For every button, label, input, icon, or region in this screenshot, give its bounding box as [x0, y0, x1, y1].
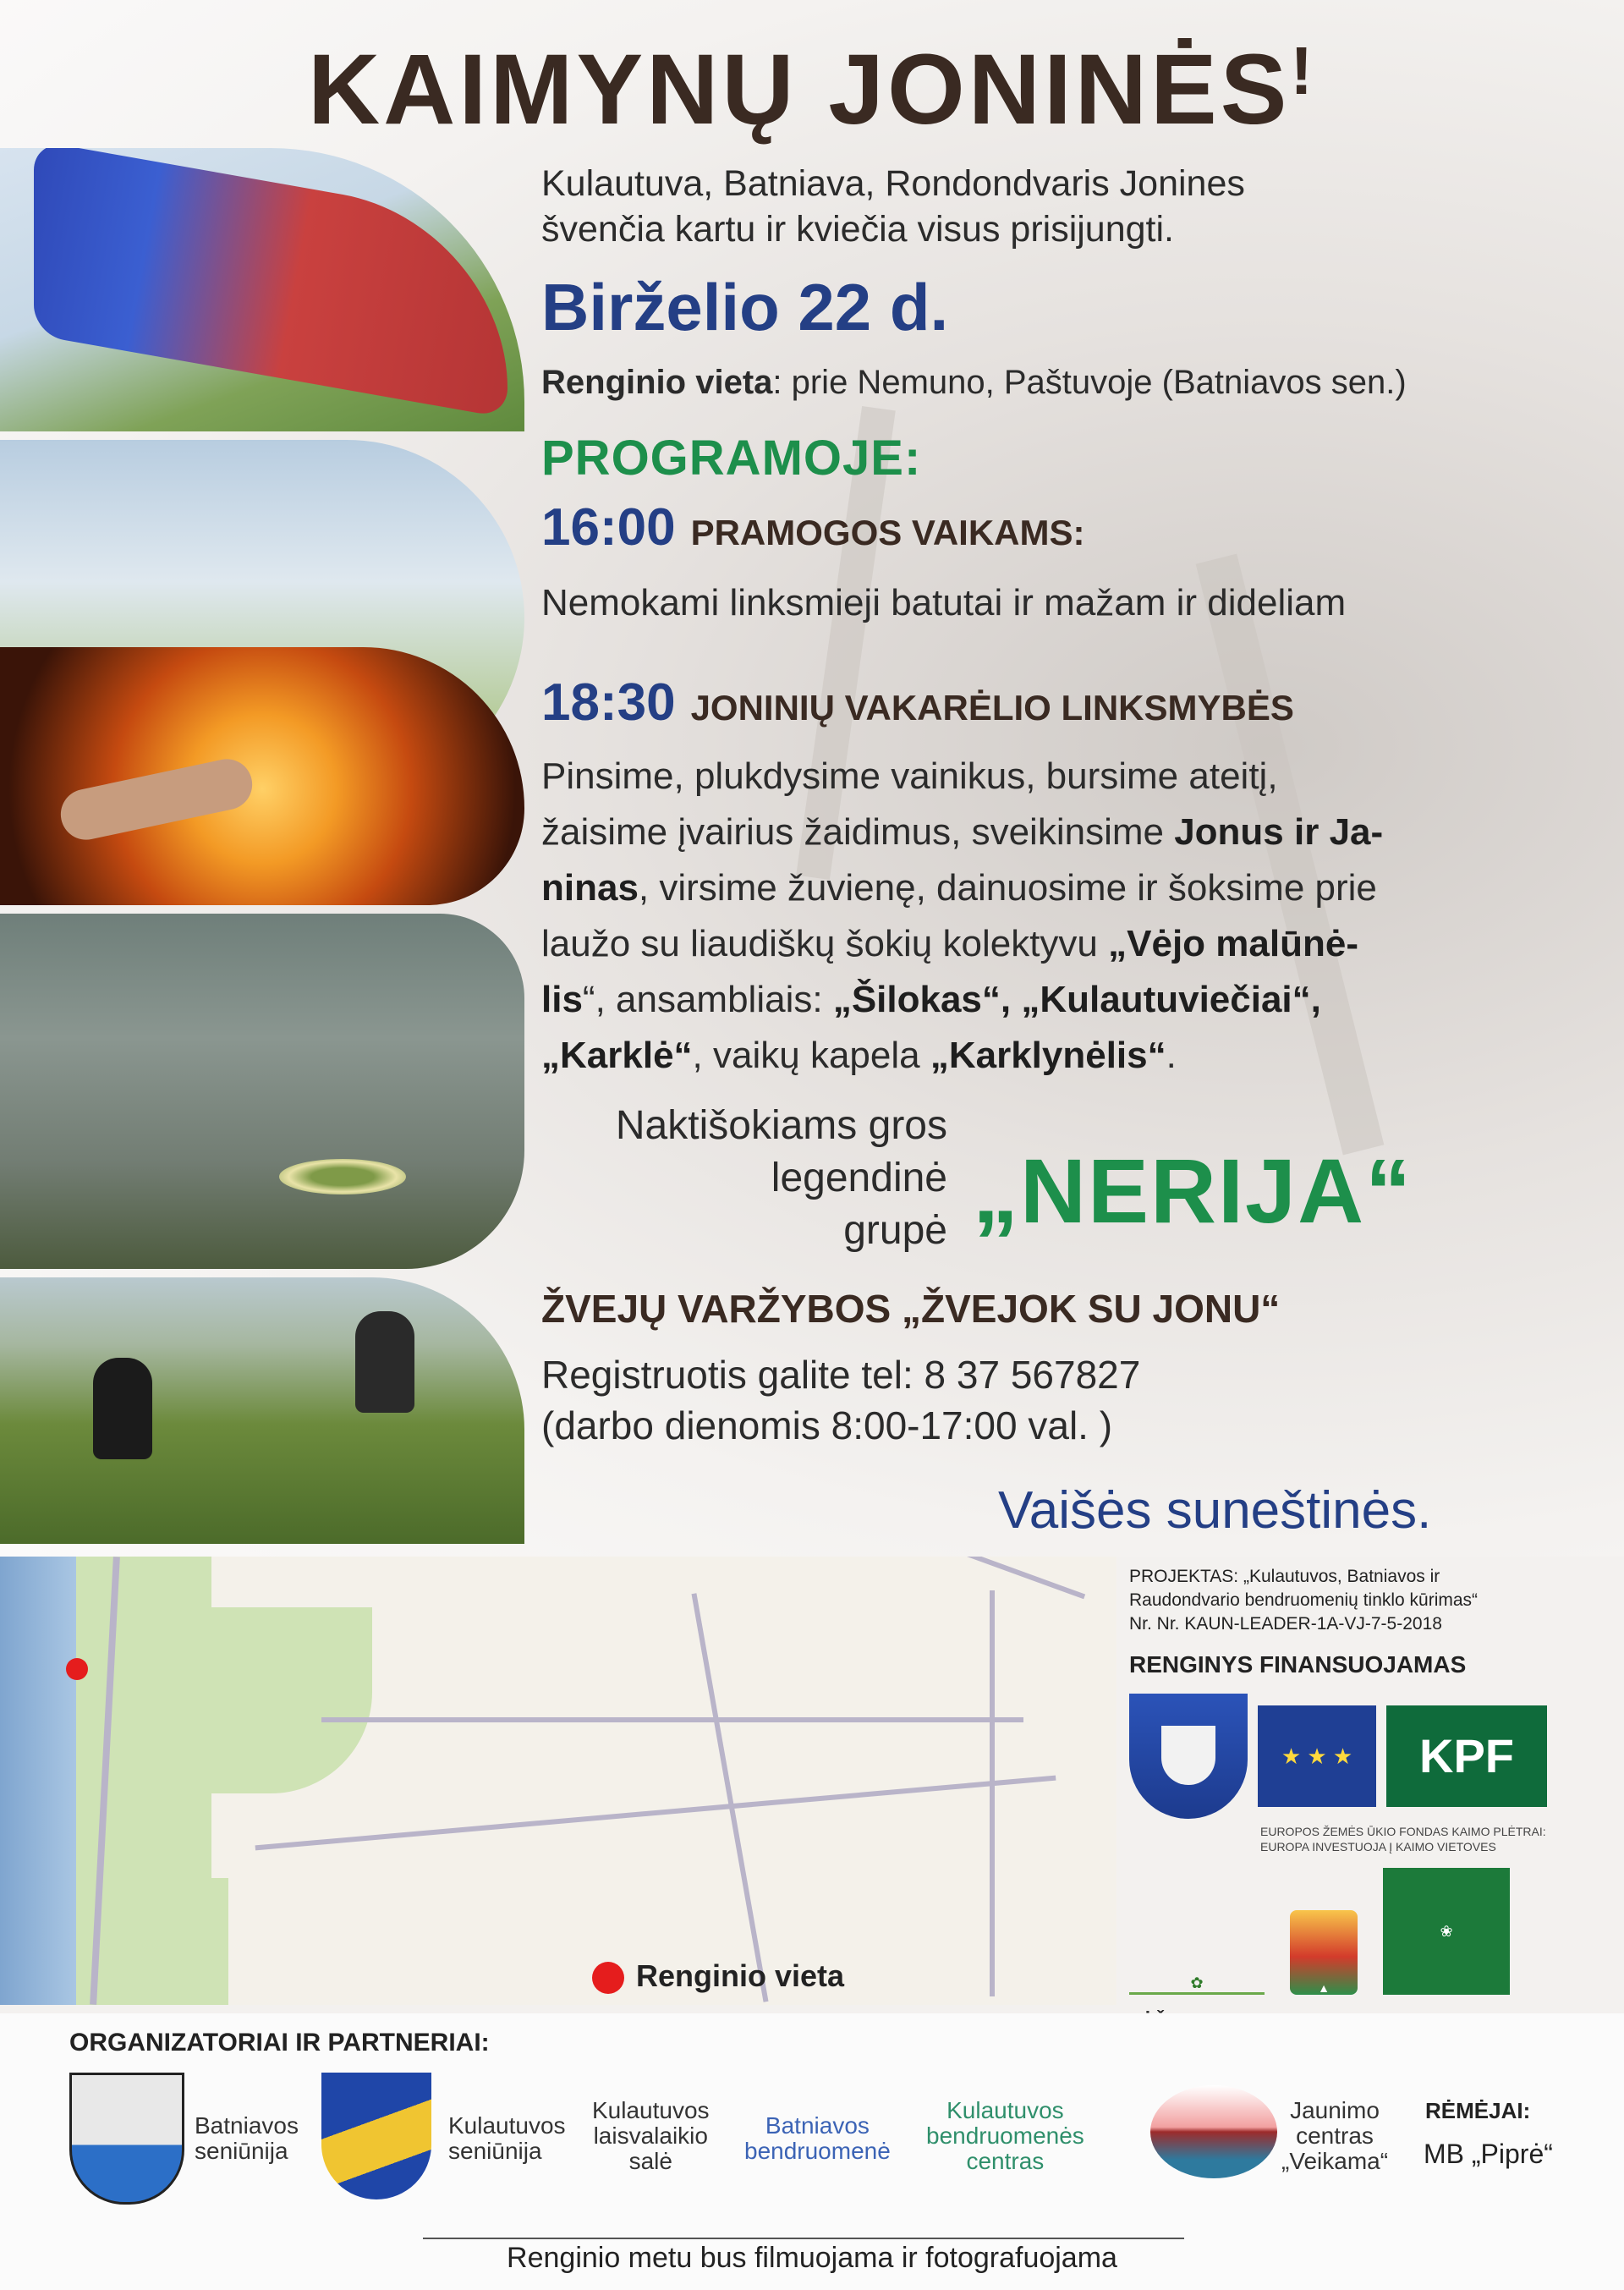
snacks-note: Vaišės suneštinės. — [998, 1481, 1432, 1540]
fishing-contest: ŽVEJŲ VARŽYBOS „ŽVEJOK SU JONU“ — [541, 1287, 1281, 1331]
footer-note: Renginio metu bus filmuojama ir fotografuojama — [507, 2242, 1117, 2274]
program-heading: PROGRAMOJE: — [541, 431, 922, 486]
map-legend: Renginio vieta — [592, 1958, 844, 1994]
band-name: „NERIJA“ — [973, 1140, 1413, 1242]
venue-map — [0, 1557, 1116, 2005]
veikama-logo-icon — [1150, 2085, 1277, 2178]
eu-flag-icon: ★ ★ ★ — [1258, 1705, 1376, 1807]
photo-wreath-floating — [0, 914, 524, 1269]
org-youth-center-veikama: Jaunimo centras „Veikama“ — [1281, 2097, 1389, 2174]
venue-pin — [66, 1658, 88, 1680]
organizers-heading: ORGANIZATORIAI IR PARTNERIAI: — [69, 2029, 490, 2057]
org-batniava-community: Batniavos bendruomenė — [744, 2112, 891, 2164]
night-dance-text: Naktišokiams gros legendinė grupė — [615, 1103, 947, 1253]
org-batniava-eldership: Batniavos seniūnija — [195, 2112, 299, 2164]
event-venue: Renginio vieta: prie Nemuno, Paštuvoje (Batniavos sen.) — [541, 364, 1407, 401]
photo-collage — [0, 148, 541, 1544]
batniava-crest-icon — [69, 2073, 184, 2205]
kaunas-lag-logo: ✿ — [1129, 1899, 1265, 1995]
financed-heading: RENGINYS FINANSUOJAMAS — [1129, 1651, 1467, 1678]
poster-title: KAIMYNŲ JONINĖS! — [307, 33, 1317, 146]
project-info: PROJEKTAS: „Kulautuvos, Batniavos ir Raudondvario bendruomenių tinklo kūrimas“ Nr. Nr. KAUN-LEADER-1A-VJ-7-5-2018 — [1129, 1567, 1479, 1634]
org-kulautuva-community-center: Kulautuvos bendruomenės centras — [926, 2097, 1084, 2174]
venue-dot-icon — [592, 1962, 624, 1994]
kulautuva-crest-icon — [321, 2073, 431, 2199]
kpf-logo: KPF — [1386, 1705, 1547, 1807]
sponsors-heading: RĖMĖJAI: — [1425, 2098, 1531, 2123]
footer-divider — [423, 2238, 1184, 2239]
section-kids-description: Nemokami linksmieji batutai ir mažam ir dideliam — [541, 582, 1347, 623]
org-kulautuva-leisure-hall: Kulautuvos laisvalaikio salė — [592, 2097, 710, 2174]
leader-logo: ❀ — [1383, 1868, 1510, 1995]
section-kids: 16:00 PRAMOGOS VAIKAMS: — [541, 498, 1085, 557]
section-evening: 18:30 JONINIŲ VAKARĖLIO LINKSMYBĖS — [541, 673, 1294, 732]
registration-info: Registruotis galite tel: 8 37 567827 (darbo dienomis 8:00-17:00 val. ) — [541, 1353, 1141, 1447]
photo-bonfire — [0, 647, 524, 905]
event-date: Birželio 22 d. — [541, 270, 949, 344]
map-river — [0, 1557, 76, 2005]
lithuanian-leader-logo: ▲ — [1290, 1910, 1358, 1995]
intro-text: Kulautuva, Batniava, Rondondvaris Jonines švenčia kartu ir kviečia visus prisijungti. — [541, 163, 1245, 250]
evening-description: Pinsime, plukdysime vainikus, bursime ateitį, žaisime įvairius žaidimus, sveikinsime Jonus ir Ja- ninas, virsime žuvienę, dainuosime ir šoksime prie laužo su liaudiškų šokių kolektyvu „Vėjo malūnė- lis“, ansambliais: „Šilokas“, „Kulautuviečiai“, „Karklė“, vaikų kapela „Karklynėlis“. — [541, 755, 1384, 1076]
photo-inflatable-arch — [0, 148, 524, 431]
eu-fund-note: EUROPOS ŽEMĖS ŪKIO FONDAS KAIMO PLĖTRAI: EUROPA INVESTUOJA Į KAIMO VIETOVES — [1260, 1825, 1546, 1853]
funding-panel — [1129, 1565, 1616, 2059]
sponsor-name: MB „Piprė“ — [1424, 2139, 1553, 2169]
org-kulautuva-eldership: Kulautuvos seniūnija — [448, 2112, 566, 2164]
kaunas-district-crest-icon — [1129, 1694, 1248, 1819]
photo-fishing — [0, 1277, 524, 1544]
